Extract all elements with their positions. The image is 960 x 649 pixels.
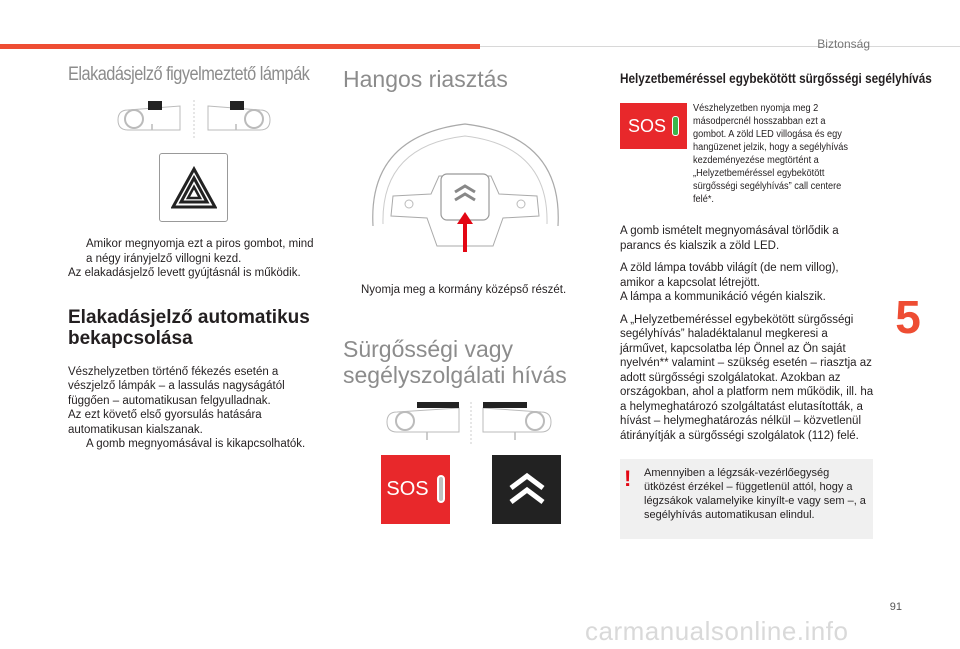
hazard-bullet: Amikor megnyomja ezt a piros gombot, mind a négy irányjelző villogni kezd. bbox=[86, 238, 314, 265]
column-ecall bbox=[620, 64, 932, 539]
column-hazard bbox=[68, 64, 320, 452]
horn-title: Hangos riasztás bbox=[343, 66, 508, 92]
chapter-number: 5 bbox=[895, 291, 921, 343]
warning-box bbox=[620, 459, 873, 539]
dashboard-illustration-icon bbox=[68, 100, 320, 140]
citroen-button-illustration bbox=[492, 455, 561, 524]
auto-hazard-para: Vészhelyzetben történő fékezés esetén a vészjelző lámpák – a lassulás nagyságától függően – automatikusan felgyulladnak. bbox=[68, 365, 285, 407]
horn-bullet: Nyomja meg a kormány középső részét. bbox=[361, 284, 567, 296]
page-number: 91 bbox=[889, 601, 902, 613]
section-title: Biztonság bbox=[817, 37, 870, 51]
dashboard-illustration-2-icon bbox=[343, 402, 588, 446]
citroen-logo-icon bbox=[507, 470, 547, 508]
header-accent-bar bbox=[0, 44, 480, 49]
ecall-sos-label: SOS bbox=[627, 115, 666, 136]
emergency-title: Sürgősségi vagy segélyszolgálati hívás bbox=[343, 335, 567, 388]
column-horn bbox=[343, 64, 588, 524]
auto-hazard-title: Elakadásjelző automatikus bekapcsolása bbox=[68, 306, 310, 349]
ecall-para-2a: A zöld lámpa tovább világít (de nem villog), amikor a kapcsolat létrejött. bbox=[620, 262, 839, 289]
auto-hazard-para-2: Az ezt követő első gyorsulás hatására automatikusan kialszanak. bbox=[68, 409, 262, 436]
warning-icon: ! bbox=[624, 466, 632, 491]
ecall-para-2b: A lámpa a kommunikáció végén kialszik. bbox=[620, 291, 826, 303]
warning-text: Amennyiben a légzsák-vezérlőegység ütközést érzékel – függetlenül attól, hogy a légzsákok valamelyike kinyílt-e vagy sem –, a segélyhívás automatikusan elindul. bbox=[644, 467, 866, 521]
hazard-para: Az elakadásjelző levett gyújtásnál is működik. bbox=[68, 267, 301, 279]
hazard-triangle-icon bbox=[171, 166, 217, 210]
ecall-para-3: A „Helyzetbeméréssel egybekötött sürgősségi segélyhívás” haladéktalanul megkeresi a járművet, kapcsolatba lép Önnel az Ön saját nyelvén** valamint – szükség esetén – riasztja az adott sürgősségi szolgálatokat. Azokban az országokban, ahol a platform nem működik, ill. ha a helymeghatározó szolgáltatást elutasították, a hívást – helymeghatározás nélkül – közvetlenül átirányítják a sürgősségi szolgálatok (112) felé. bbox=[620, 313, 874, 442]
sos-label: SOS bbox=[386, 477, 429, 500]
green-led-icon bbox=[672, 116, 679, 136]
auto-hazard-bullet: A gomb megnyomásával is kikapcsolhatók. bbox=[86, 438, 306, 450]
ecall-para-1: A gomb ismételt megnyomásával törlődik a parancs és kialszik a zöld LED. bbox=[620, 225, 839, 252]
header-divider bbox=[480, 46, 960, 47]
ecall-title: Helyzetbeméréssel egybekötött sürgősségi segélyhívás bbox=[620, 70, 932, 86]
sos-button-illustration bbox=[381, 455, 450, 524]
hazard-button-illustration bbox=[159, 153, 228, 222]
ecall-sos-button-illustration bbox=[620, 103, 687, 149]
sos-led-icon bbox=[437, 475, 445, 503]
watermark: carmanualsonline.info bbox=[585, 616, 849, 646]
ecall-sos-text: Vészhelyzetben nyomja meg 2 másodpercnél hosszabban ezt a gombot. A zöld LED villogása és egy hangüzenet jelzik, hogy a segélyhívás kezdeményezése megtörtént a „Helyzetbeméréssel egybekötött sürgősségi segélyhívás” call centere felé*. bbox=[693, 103, 848, 205]
steering-wheel-icon bbox=[343, 106, 588, 256]
hazard-title: Elakadásjelző figyelmeztető lámpák bbox=[68, 64, 310, 85]
